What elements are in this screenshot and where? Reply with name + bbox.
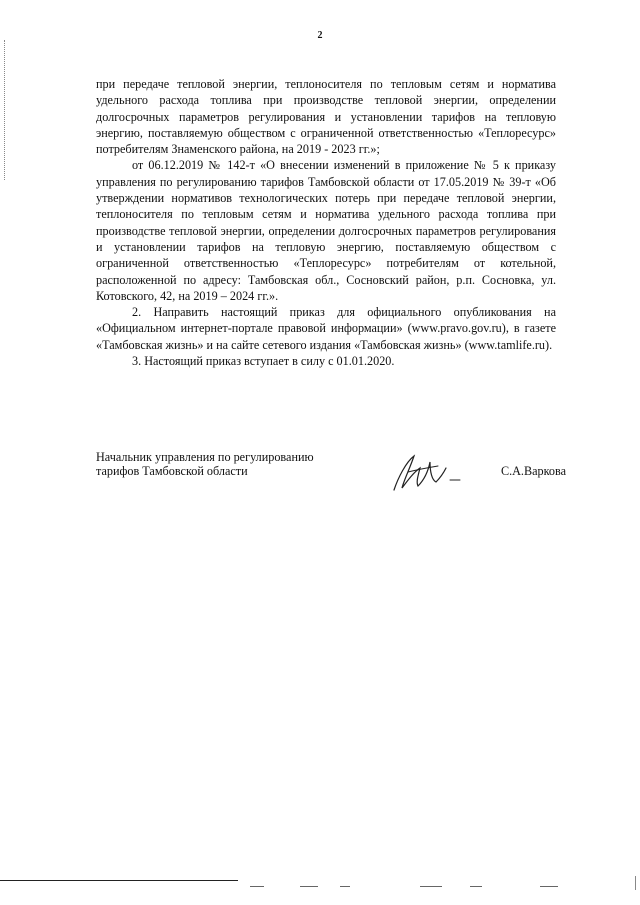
paragraph-continuation: при передаче тепловой энергии, теплоносителя по тепловым сетям и норматива удельного расхода топлива при производстве тепловой энергии, определении долгосрочных параметров регулирования и установлении тарифов на тепловую энергию, поставляемую обществом с ограниченной ответственностью «Теплоресурс» потребителям Знаменского района, на 2019 - 2023 гг.»; [96, 77, 556, 157]
paragraph-item-3: 3. Настоящий приказ вступает в силу с 01.01.2020. [132, 354, 395, 369]
signatory-title [96, 450, 376, 478]
page-number: 2 [317, 30, 323, 41]
handwritten-signature [384, 450, 464, 496]
signature-block [96, 450, 566, 500]
signatory-title-line-1: Начальник управления по регулированию [96, 450, 314, 464]
footer-dash [540, 886, 558, 887]
signatory-name: С.А.Варкова [500, 464, 566, 478]
margin-binding-mark [4, 40, 7, 180]
paragraph-amendment: от 06.12.2019 № 142-т «О внесении изменений в приложение № 5 к приказу управления по регулированию тарифов Тамбовской области от 17.05.2019 № 39-т «Об утверждении нормативов технологических потерь при передаче тепловой энергии, теплоносителя по тепловым сетям и норматива удельного расхода топлива при производстве тепловой энергии, определении долгосрочных параметров регулирования и установлении тарифов на тепловую энергию, поставляемую обществом с ограниченной ответственностью «Теплоресурс» потребителям от котельной, расположенной по адресу: Тамбовская обл., Сосновский район, р.п. Сосновка, ул. Котовского, 42, на 2019 – 2024 гг.». [96, 158, 556, 303]
footer-dash [420, 886, 442, 887]
footer-dash [250, 886, 264, 887]
paragraph-item-2: 2. Направить настоящий приказ для официального опубликования на «Официальном интернет-портале правовой информации» (www.pravo.gov.ru), в газете «Тамбовская жизнь» и на сайте сетевого издания «Тамбовская жизнь» (www.tamlife.ru). [96, 305, 556, 352]
footer-rule [0, 880, 238, 881]
document-body [96, 76, 556, 369]
footer-dash [470, 886, 482, 887]
corner-mark [625, 876, 636, 890]
footer-dash [300, 886, 318, 887]
footer-dash [340, 886, 350, 887]
signatory-title-line-2: тарифов Тамбовской области [96, 464, 248, 478]
